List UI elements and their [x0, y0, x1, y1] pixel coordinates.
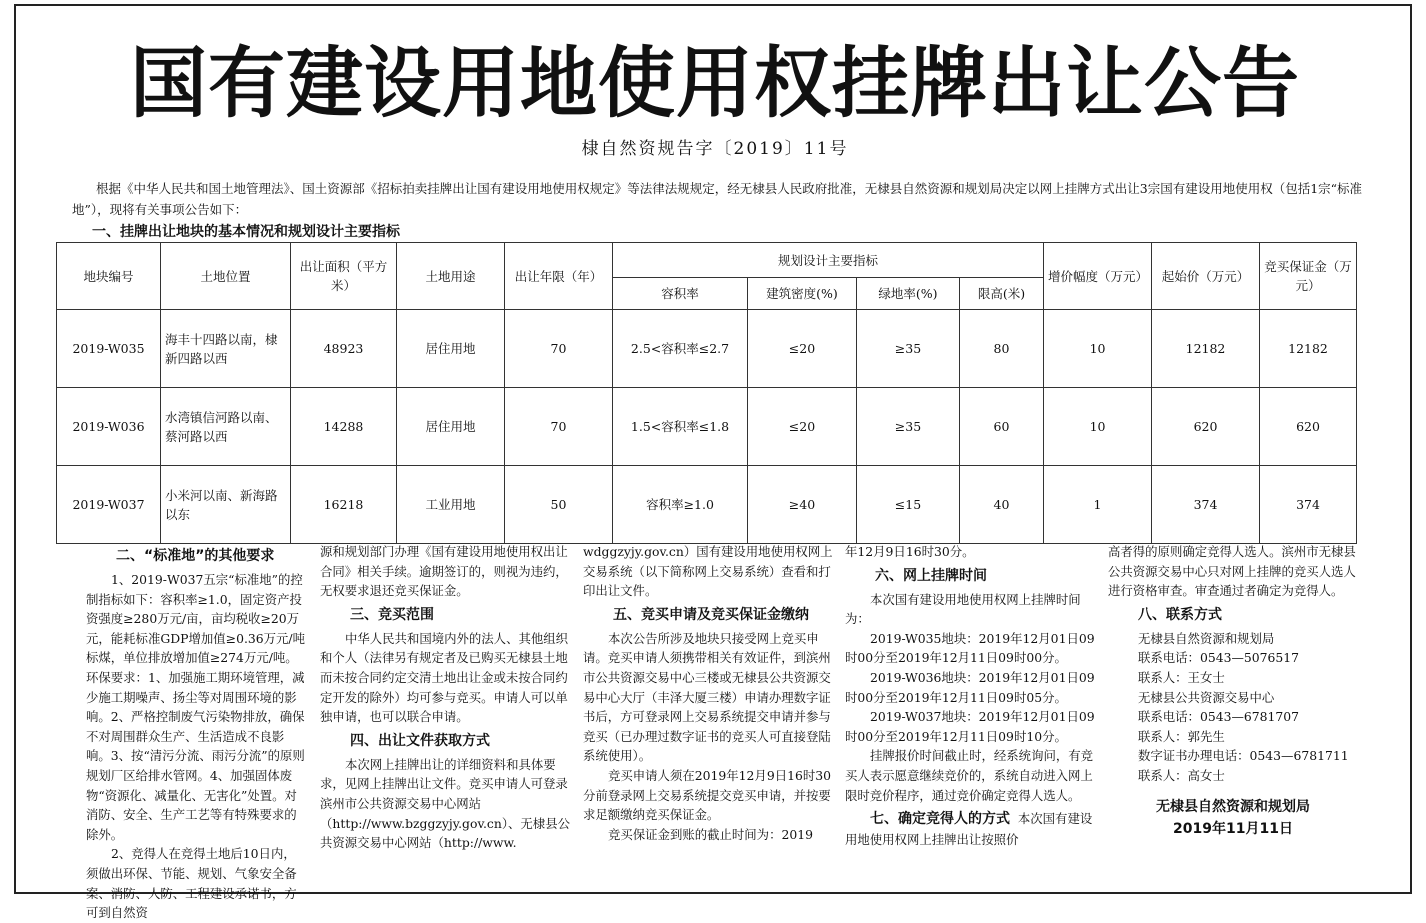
- contact-line: 数字证书办理电话：0543—6781711: [1138, 748, 1349, 764]
- text-column-5: [1108, 542, 1358, 840]
- section-6-paragraph: 2019-W036地块：2019年12月01日09时00分至2019年12月11日09时05分。: [845, 669, 1095, 705]
- section-6-title: 六、网上挂牌时间: [875, 567, 987, 584]
- header-green: 绿地率(%): [857, 278, 960, 310]
- text-column-2: [320, 542, 570, 853]
- section-6-paragraph: 本次国有建设用地使用权网上挂牌时间为：: [845, 591, 1081, 627]
- cell-start-price: 620: [1152, 388, 1260, 466]
- text-column-4: [845, 542, 1095, 849]
- section-7-paragraph: [845, 809, 1095, 849]
- cell-deposit: 620: [1260, 388, 1357, 466]
- section-3-title: 三、竞买范围: [350, 606, 434, 623]
- header-increment: 增价幅度（万元）: [1044, 243, 1152, 310]
- cell-height: 60: [960, 388, 1044, 466]
- section-7-text: 本次国有建设用地使用权网上挂牌出让按照价: [845, 811, 1093, 847]
- section-7-paragraph: 高者得的原则确定竞得人选人。滨州市无棣县公共资源交易中心只对网上挂牌的竞买人选人进行资格审查。审查通过者确定为竞得人。: [1108, 544, 1356, 599]
- section-5-paragraph: 年12月9日16时30分。: [845, 544, 975, 559]
- section-5-paragraph: 竞买保证金到账的截止时间为：2019: [608, 826, 814, 842]
- header-deposit: 竞买保证金（万元）: [1260, 243, 1357, 310]
- cell-use: 居住用地: [397, 388, 505, 466]
- contact-line: 联系电话：0543—6781707: [1138, 709, 1300, 725]
- contact-line: 联系人：王女士: [1138, 669, 1225, 685]
- table-row: [57, 466, 1357, 544]
- cell-far: 容积率≥1.0: [613, 466, 748, 544]
- cell-area: 14288: [291, 388, 397, 466]
- header-term: 出让年限（年）: [505, 243, 613, 310]
- section-1-title: 一、挂牌出让地块的基本情况和规划设计主要指标: [92, 224, 400, 240]
- section-4-paragraph: 本次网上挂牌出让的详细资料和具体要求，见网上挂牌出让文件。竞买申请人可登录滨州市公共资源交易中心网站（http://www.bzggzyjy.gov.cn）、无棣县公共资源交易中心网站（http://www.: [320, 756, 570, 851]
- parcel-table: [56, 242, 1357, 544]
- section-2-paragraph: 2、竞得人在竞得土地后10日内，须做出环保、节能、规划、气象安全备案、消防、人防、工程建设承诺书，方可到自然资: [86, 846, 297, 921]
- section-6-paragraph: 2019-W035地块：2019年12月01日09时00分至2019年12月11日09时00分。: [845, 630, 1095, 666]
- header-density: 建筑密度(%): [748, 278, 857, 310]
- section-8-title: 八、联系方式: [1138, 606, 1222, 623]
- cell-deposit: 374: [1260, 466, 1357, 544]
- cell-location: 海丰十四路以南，棣新四路以西: [161, 310, 291, 388]
- cell-green: ≥35: [857, 310, 960, 388]
- contact-line: 无棣县公共资源交易中心: [1138, 689, 1275, 705]
- cell-area: 48923: [291, 310, 397, 388]
- page-title: 国有建设用地使用权挂牌出让公告: [130, 40, 1300, 129]
- header-area: 出让面积（平方米）: [291, 243, 397, 310]
- header-use: 土地用途: [397, 243, 505, 310]
- cell-green: ≤15: [857, 466, 960, 544]
- table-row: [57, 310, 1357, 388]
- cell-density: ≤20: [748, 388, 857, 466]
- cell-parcel-no: 2019-W035: [57, 310, 161, 388]
- table-row: [57, 388, 1357, 466]
- section-5-title: 五、竞买申请及竞买保证金缴纳: [613, 606, 809, 623]
- cell-height: 80: [960, 310, 1044, 388]
- section-7-title: 七、确定竞得人的方式: [870, 811, 1010, 828]
- signature-date: 2019年11月11日: [1173, 820, 1293, 837]
- cell-far: 1.5<容积率≤1.8: [613, 388, 748, 466]
- cell-height: 40: [960, 466, 1044, 544]
- header-location: 土地位置: [161, 243, 291, 310]
- section-5-paragraph: 本次公告所涉及地块只接受网上竞买申请。竞买申请人须携带相关有效证件，到滨州市公共资源交易中心三楼或无棣县公共资源交易中心大厅（丰泽大厦三楼）申请办理数字证书后，方可登录网上交易系统提交申请并参与竞买（已办理过数字证书的竞买人可直接登陆系统使用）。: [583, 630, 831, 764]
- cell-term: 70: [505, 388, 613, 466]
- header-parcel-no: 地块编号: [57, 243, 161, 310]
- cell-increment: 10: [1044, 310, 1152, 388]
- contact-line: 无棣县自然资源和规划局: [1138, 630, 1275, 646]
- contact-line: 联系电话：0543—5076517: [1138, 650, 1300, 666]
- cell-green: ≥35: [857, 388, 960, 466]
- cell-increment: 10: [1044, 388, 1152, 466]
- header-height: 限高(米): [960, 278, 1044, 310]
- text-column-1: [86, 542, 306, 923]
- section-6-paragraph: 挂牌报价时间截止时，经系统询问，有竞买人表示愿意继续竞价的，系统自动进入网上限时竞价程序，通过竞价确定竞得人选人。: [845, 748, 1094, 803]
- cell-area: 16218: [291, 466, 397, 544]
- text-column-3: [583, 542, 833, 844]
- cell-term: 70: [505, 310, 613, 388]
- cell-location: 小米河以南、新海路以东: [161, 466, 291, 544]
- intro-paragraph: 根据《中华人民共和国土地管理法》、国土资源部《招标拍卖挂牌出让国有建设用地使用权规定》等法律法规规定，经无棣县人民政府批准，无棣县自然资源和规划局决定以网上挂牌方式出让3宗国有建设用地使用权（包括1宗“标准地”），现将有关事项公告如下：: [72, 181, 1363, 217]
- section-2-title: 二、“标准地”的其他要求: [116, 548, 275, 564]
- section-6-paragraph: 2019-W037地块：2019年12月01日09时00分至2019年12月11日09时10分。: [845, 709, 1095, 744]
- cell-density: ≥40: [748, 466, 857, 544]
- cell-use: 工业用地: [397, 466, 505, 544]
- section-2-paragraph: 源和规划部门办理《国有建设用地使用权出让合同》相关手续。逾期签订的，则视为违约，无权要求退还竞买保证金。: [320, 544, 568, 599]
- section-2-paragraph: 1、2019-W037五宗“标准地”的控制指标如下：容积率≥1.0，固定资产投资强度≥280万元/亩，亩均税收≥20万元，能耗标准GDP增加值≥0.36万元/吨标煤，单位排放增加值≥274万元/吨。环保要求：1、加强施工期环境管理，减少施工期噪声、扬尘等对周围环境的影响。2、严格控制废气污染物排放，确保不对周围群众生产、生活造成不良影响。3、按“清污分流、雨污分流”的原则规划厂区给排水管网。4、加强固体废物“资源化、减量化、无害化”处置。对消防、安全、生产工艺等有特殊要求的除外。: [86, 572, 306, 842]
- cell-parcel-no: 2019-W037: [57, 466, 161, 544]
- section-4-title: 四、出让文件获取方式: [350, 732, 490, 749]
- header-planning: 规划设计主要指标: [613, 243, 1044, 278]
- cell-density: ≤20: [748, 310, 857, 388]
- section-4-paragraph: wdggzyjy.gov.cn）国有建设用地使用权网上交易系统（以下简称网上交易系统）查看和打印出让文件。: [583, 544, 833, 599]
- header-far: 容积率: [613, 278, 748, 310]
- signature-block: [1108, 796, 1358, 840]
- contact-line: 联系人：高女士: [1138, 767, 1225, 783]
- cell-start-price: 12182: [1152, 310, 1260, 388]
- cell-far: 2.5<容积率≤2.7: [613, 310, 748, 388]
- contact-line: 联系人：郭先生: [1138, 728, 1225, 744]
- signature-org: 无棣县自然资源和规划局: [1156, 798, 1310, 815]
- section-5-paragraph: 竞买申请人须在2019年12月9日16时30分前登录网上交易系统提交竞买申请，并按要求足额缴纳竞买保证金。: [583, 767, 832, 823]
- cell-deposit: 12182: [1260, 310, 1357, 388]
- document-number: 棣自然资规告字〔2019〕11号: [581, 139, 849, 159]
- cell-increment: 1: [1044, 466, 1152, 544]
- cell-term: 50: [505, 466, 613, 544]
- section-3-paragraph: 中华人民共和国境内外的法人、其他组织和个人（法律另有规定者及已购买无棣县土地而未按合同约定交清土地出让金或未按合同约定开发的除外）均可参与竞买。申请人可以单独申请，也可以联合申请。: [320, 630, 569, 725]
- header-start-price: 起始价（万元）: [1152, 243, 1260, 310]
- cell-parcel-no: 2019-W036: [57, 388, 161, 466]
- cell-start-price: 374: [1152, 466, 1260, 544]
- cell-location: 水湾镇信河路以南、蔡河路以西: [161, 388, 291, 466]
- cell-use: 居住用地: [397, 310, 505, 388]
